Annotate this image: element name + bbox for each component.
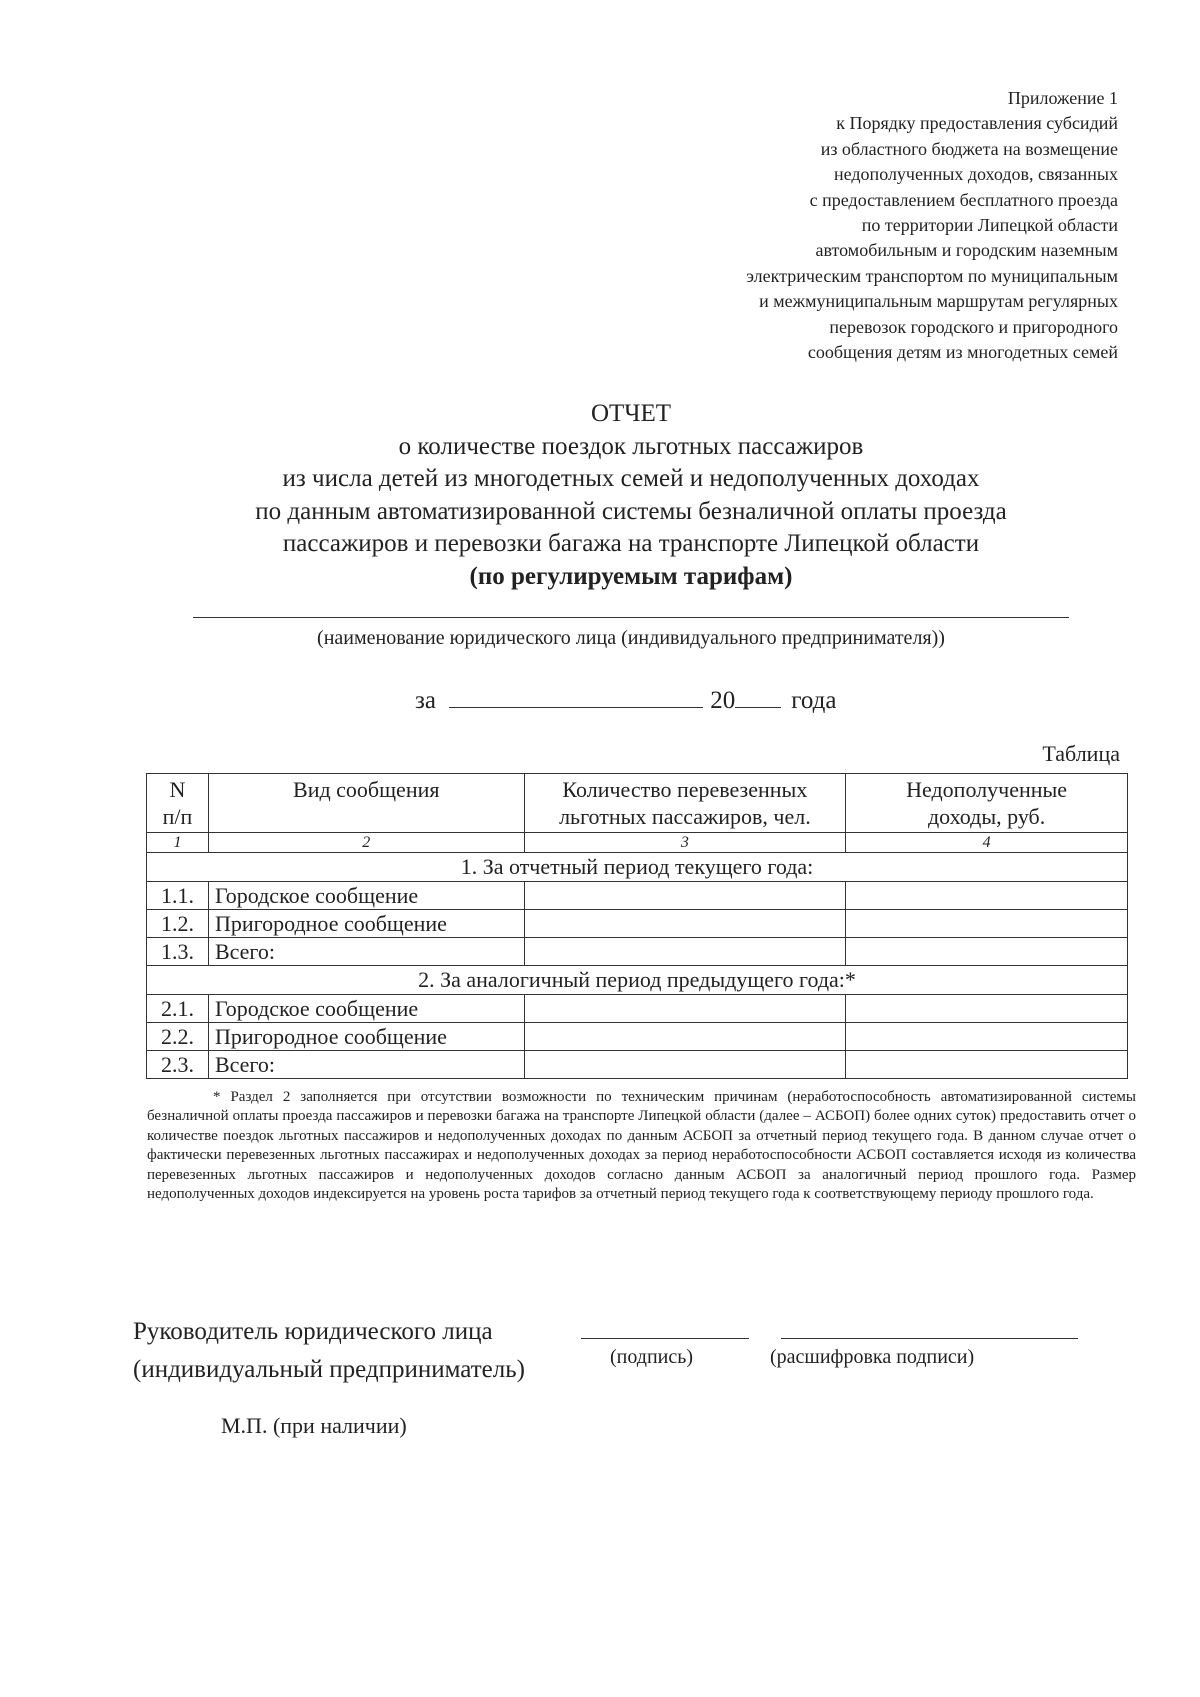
appendix-block [746, 86, 1118, 365]
header-passengers [524, 774, 846, 833]
title-line: по данным автоматизированной системы безналичной оплаты проезда [255, 497, 1007, 525]
table-row [147, 910, 1128, 938]
report-table [146, 773, 1128, 1079]
header-type-text: Вид сообщения [293, 777, 440, 802]
period-prefix: за [415, 687, 436, 714]
row-type: Всего: [208, 1051, 524, 1079]
row-type: Всего: [208, 938, 524, 966]
income-cell[interactable] [846, 938, 1128, 966]
header-number [147, 774, 209, 833]
passengers-cell[interactable] [524, 882, 846, 910]
column-number: 4 [846, 833, 1128, 853]
footnote [147, 1088, 1136, 1204]
period-year-prefix: 20 [710, 687, 736, 714]
column-number: 3 [524, 833, 846, 853]
row-number: 2.1. [147, 995, 209, 1023]
header-type [208, 774, 524, 833]
signature-field[interactable] [581, 1338, 749, 1339]
stamp-place: М.П. (при наличии) [221, 1413, 407, 1438]
column-number: 2 [208, 833, 524, 853]
footnote-text: * Раздел 2 заполняется при отсутствии возможности по техническим причинам (неработоспособность автоматизированной системы безналичной оплаты проезда пассажиров и перевозки багажа на транспорте Липецкой области (далее – АСБОП) более одних суток) предоставить отчет о количестве поездок льготных пассажиров и недополученных доходах по данным АСБОП за отчетный период текущего года. В данном случае отчет о фактически перевезенных льготных пассажирах и недополученных доходах за период неработоспособности АСБОП составляется исходя из количества перевезенных льготных пассажиров и недополученных доходов согласно данным АСБОП за аналогичный период прошлого года. Размер недополученных доходов индексируется на уровень роста тарифов за отчетный период текущего года к соответствующему периоду прошлого года. [147, 1089, 1136, 1203]
passengers-cell[interactable] [524, 1023, 846, 1051]
period-suffix: года [791, 687, 837, 714]
column-number: 1 [147, 833, 209, 853]
table-row [147, 995, 1128, 1023]
appendix-line: Приложение 1 [1007, 88, 1118, 108]
row-type: Городское сообщение [208, 995, 524, 1023]
income-cell[interactable] [846, 882, 1128, 910]
section-title: 2. За аналогичный период предыдущего года:* [147, 966, 1128, 995]
appendix-line: и межмуниципальным маршрутам регулярных [759, 291, 1118, 312]
header-number-line: N п/п [162, 777, 193, 829]
row-number: 1.1. [147, 882, 209, 910]
table-row [147, 938, 1128, 966]
section-row [147, 966, 1128, 995]
entity-name-caption: (наименование юридического лица (индивидуального предпринимателя)) [317, 627, 945, 649]
appendix-line: из областного бюджета на возмещение [820, 138, 1118, 159]
income-cell[interactable] [846, 1051, 1128, 1079]
tariff-line: (по регулируемым тарифам) [469, 562, 793, 590]
passengers-cell[interactable] [524, 938, 846, 966]
signature-title [133, 1313, 525, 1389]
appendix-line: автомобильным и городским наземным [815, 240, 1118, 261]
signature-title-line2: (индивидуальный предприниматель) [133, 1356, 525, 1383]
row-type: Пригородное сообщение [208, 1023, 524, 1051]
row-number: 2.2. [147, 1023, 209, 1051]
period-line [415, 687, 836, 715]
section-title: 1. За отчетный период текущего года: [147, 853, 1128, 882]
income-cell[interactable] [846, 995, 1128, 1023]
signature-decoding-caption: (расшифровка подписи) [770, 1346, 975, 1368]
header-income [846, 774, 1128, 833]
section-row [147, 853, 1128, 882]
passengers-cell[interactable] [524, 1051, 846, 1079]
appendix-line: перевозок городского и пригородного [829, 316, 1118, 337]
income-cell[interactable] [846, 910, 1128, 938]
row-number: 2.3. [147, 1051, 209, 1079]
title-line: пассажиров и перевозки багажа на транспорте Липецкой области [282, 530, 980, 557]
appendix-line: по территории Липецкой области [861, 215, 1118, 236]
appendix-line: недополученных доходов, связанных [834, 164, 1118, 185]
year-blank-field[interactable] [735, 687, 781, 708]
period-blank-field[interactable] [449, 687, 703, 708]
appendix-line: с предоставлением бесплатного проезда [809, 189, 1118, 210]
income-cell[interactable] [846, 1023, 1128, 1051]
table-header-row [147, 774, 1128, 833]
passengers-cell[interactable] [524, 910, 846, 938]
row-type: Пригородное сообщение [208, 910, 524, 938]
appendix-line: к Порядку предоставления субсидий [836, 113, 1118, 134]
appendix-line: сообщения детям из многодетных семей [807, 342, 1118, 363]
row-number: 1.2. [147, 910, 209, 938]
passengers-cell[interactable] [524, 995, 846, 1023]
title-line: из числа детей из многодетных семей и недополученных доходах [282, 465, 980, 492]
signature-caption: (подпись) [610, 1346, 694, 1368]
appendix-line: электрическим транспортом по муниципальным [746, 265, 1118, 286]
row-type: Городское сообщение [208, 882, 524, 910]
report-heading: ОТЧЕТ [590, 400, 672, 427]
column-number-row [147, 833, 1128, 853]
table-row [147, 1023, 1128, 1051]
signature-title-line1: Руководитель юридического лица [133, 1318, 493, 1345]
header-income-text: Недополученные доходы, руб. [906, 777, 1068, 829]
table-label: Таблица [1042, 741, 1120, 766]
table-row [147, 882, 1128, 910]
signature-decoding-field[interactable] [781, 1338, 1078, 1339]
row-number: 1.3. [147, 938, 209, 966]
title-line: о количестве поездок льготных пассажиров [398, 432, 864, 460]
table-row [147, 1051, 1128, 1079]
report-title [0, 398, 1200, 593]
entity-name-field[interactable] [193, 617, 1069, 618]
header-passengers-text: Количество перевезенных льготных пассажиров, чел. [559, 777, 811, 829]
